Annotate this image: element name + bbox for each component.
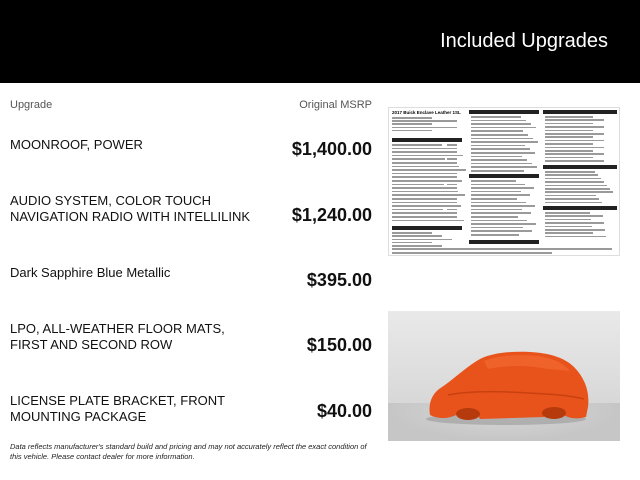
sticker-fine-print-line (392, 162, 452, 164)
sticker-fine-print-line (392, 248, 612, 250)
sticker-fine-print-line (469, 240, 539, 244)
sticker-fine-print-line (447, 151, 457, 153)
sticker-fine-print-line (447, 148, 457, 150)
sticker-fine-print-line (447, 216, 457, 218)
sticker-fine-print-line (392, 148, 449, 150)
sticker-fine-print-line (545, 123, 593, 125)
sticker-fine-print-line (545, 157, 593, 159)
sticker-fine-print-line (392, 123, 432, 125)
sticker-fine-print-line (545, 130, 593, 132)
sticker-fine-print-line (447, 173, 457, 175)
window-sticker-image (388, 107, 620, 256)
sticker-fine-print-line (447, 155, 457, 157)
sticker-fine-print-line (545, 171, 595, 173)
sticker-fine-print-line (447, 176, 457, 178)
sticker-fine-print-line (545, 212, 590, 214)
vehicle-photo (388, 311, 620, 441)
sticker-fine-print-line (471, 209, 522, 211)
sticker-fine-print-line (471, 116, 521, 118)
sticker-fine-print-line (543, 165, 617, 169)
sticker-fine-print-line (471, 166, 537, 168)
header-bar (0, 0, 640, 83)
upgrade-name-audio-system: AUDIO SYSTEM, COLOR TOUCH NAVIGATION RADIO WITH INTELLILINK (10, 193, 251, 224)
sticker-fine-print-line (471, 127, 536, 129)
sticker-fine-print-line (545, 181, 604, 183)
sticker-fine-print-line (392, 187, 451, 189)
sticker-fine-print-line (545, 232, 593, 234)
sticker-fine-print-line (471, 234, 519, 236)
sticker-fine-print-line (471, 223, 536, 225)
sticker-fine-print-line (392, 239, 452, 241)
sticker-fine-print-line (545, 236, 606, 238)
sticker-fine-print-line (392, 184, 444, 186)
sticker-fine-print-line (545, 229, 605, 231)
sticker-fine-print-line (469, 174, 539, 178)
sticker-fine-print-line (392, 202, 454, 204)
column-header-upgrade: Upgrade (10, 99, 53, 111)
sticker-fine-print-line (545, 126, 604, 128)
sticker-fine-print-line (471, 141, 538, 143)
sticker-fine-print-line (392, 127, 457, 129)
sticker-fine-print-line (447, 187, 457, 189)
upgrade-price-audio-system: $1,240.00 (291, 205, 372, 225)
sticker-title: 2017 Buick Enclave Leather 1SL (392, 110, 461, 115)
sticker-fine-print-line (469, 110, 539, 114)
sticker-fine-print-line (471, 191, 521, 193)
column-header-msrp: Original MSRP (299, 99, 372, 111)
sticker-fine-print-line (392, 138, 462, 142)
sticker-fine-print-line (447, 198, 457, 200)
sticker-fine-print-line (471, 148, 530, 150)
sticker-fine-print-line (447, 220, 457, 222)
sticker-fine-print-line (471, 230, 532, 232)
sticker-fine-print-line (392, 130, 432, 132)
sticker-fine-print-line (545, 188, 610, 190)
sticker-fine-print-line (545, 198, 599, 200)
sticker-fine-print-line (471, 212, 531, 214)
sticker-fine-print-line (447, 169, 457, 171)
upgrade-price-plate-bracket: $40.00 (316, 401, 372, 421)
sticker-fine-print-line (447, 144, 457, 146)
sticker-fine-print-line (545, 215, 603, 217)
sticker-fine-print-line (392, 245, 442, 247)
sticker-fine-print-line (471, 134, 528, 136)
sticker-fine-print-line (392, 226, 462, 230)
sticker-fine-print-line (545, 219, 591, 221)
sticker-fine-print-line (471, 123, 531, 125)
sticker-fine-print-line (392, 242, 432, 244)
sticker-fine-print-line (471, 220, 527, 222)
sticker-fine-print-line (545, 150, 593, 152)
sticker-fine-print-line (447, 158, 457, 160)
sticker-fine-print-line (545, 174, 598, 176)
sticker-fine-print-line (471, 227, 523, 229)
sticker-fine-print-line (545, 119, 604, 121)
sticker-fine-print-line (447, 205, 457, 207)
page-title: Included Upgrades (440, 30, 608, 52)
sticker-fine-print-line (545, 143, 593, 145)
upgrade-name-floor-mats: LPO, ALL-WEATHER FLOOR MATS, FIRST AND SECOND ROW (10, 321, 225, 352)
sticker-fine-print-line (545, 191, 613, 193)
sticker-fine-print-line (545, 195, 596, 197)
sticker-fine-print-line (545, 185, 607, 187)
sticker-fine-print-line (392, 209, 443, 211)
sticker-fine-print-line (545, 160, 604, 162)
sticker-fine-print-line (392, 144, 442, 146)
sticker-fine-print-line (447, 166, 457, 168)
sticker-fine-print-line (471, 205, 535, 207)
sticker-fine-print-line (545, 202, 602, 204)
sticker-fine-print-line (471, 156, 522, 158)
sticker-fine-print-line (471, 120, 526, 122)
sticker-fine-print-line (447, 209, 457, 211)
sticker-fine-print-line (471, 184, 525, 186)
sticker-fine-print-line (545, 153, 604, 155)
sticker-fine-print-line (545, 116, 593, 118)
sticker-fine-print-line (471, 138, 533, 140)
sticker-fine-print-line (543, 110, 617, 114)
sticker-fine-print-line (447, 212, 457, 214)
sticker-fine-print-line (392, 232, 432, 234)
disclaimer-text: Data reflects manufacturer's standard build and pricing and may not accurately reflect the exact condition of this vehicle. Please contact dealer for more information. (10, 442, 367, 461)
upgrade-price-moonroof: $1,400.00 (291, 139, 372, 159)
sticker-fine-print-line (392, 173, 448, 175)
sticker-fine-print-line (392, 235, 442, 237)
sticker-fine-print-line (545, 136, 593, 138)
sticker-fine-print-line (392, 117, 432, 119)
upgrade-name-plate-bracket: LICENSE PLATE BRACKET, FRONT MOUNTING PACKAGE (10, 393, 225, 424)
sticker-fine-print-line (545, 147, 604, 149)
sticker-fine-print-line (471, 163, 532, 165)
sticker-fine-print-line (392, 176, 455, 178)
sticker-fine-print-line (545, 133, 604, 135)
sticker-fine-print-line (392, 252, 552, 254)
sticker-fine-print-line (471, 159, 527, 161)
sticker-fine-print-line (545, 140, 604, 142)
sticker-fine-print-line (545, 222, 604, 224)
sticker-fine-print-line (543, 206, 617, 210)
sticker-fine-print-line (471, 198, 517, 200)
sticker-fine-print-line (447, 191, 457, 193)
sticker-fine-print-line (471, 187, 534, 189)
covered-car-icon (388, 311, 620, 441)
sticker-fine-print-line (471, 170, 524, 172)
sticker-fine-print-line (471, 202, 526, 204)
upgrade-price-floor-mats: $150.00 (306, 335, 372, 355)
upgrade-name-moonroof: MOONROOF, POWER (10, 137, 143, 152)
sticker-fine-print-line (447, 202, 457, 204)
sticker-fine-print-line (471, 145, 525, 147)
sticker-fine-print-line (471, 194, 530, 196)
sticker-fine-print-line (471, 180, 516, 182)
sticker-fine-print-line (392, 158, 445, 160)
sticker-fine-print-line (392, 120, 457, 122)
sticker-fine-print-line (447, 180, 457, 182)
sticker-fine-print-line (471, 152, 535, 154)
sticker-fine-print-line (392, 198, 447, 200)
sticker-fine-print-line (447, 194, 457, 196)
sticker-fine-print-line (447, 162, 457, 164)
upgrade-price-paint: $395.00 (306, 270, 372, 290)
sticker-fine-print-line (392, 212, 450, 214)
sticker-fine-print-line (545, 178, 601, 180)
upgrade-name-paint: Dark Sapphire Blue Metallic (10, 265, 171, 280)
sticker-fine-print-line (545, 226, 592, 228)
sticker-fine-print-line (471, 130, 523, 132)
sticker-fine-print-line (471, 216, 518, 218)
sticker-fine-print-line (447, 184, 457, 186)
